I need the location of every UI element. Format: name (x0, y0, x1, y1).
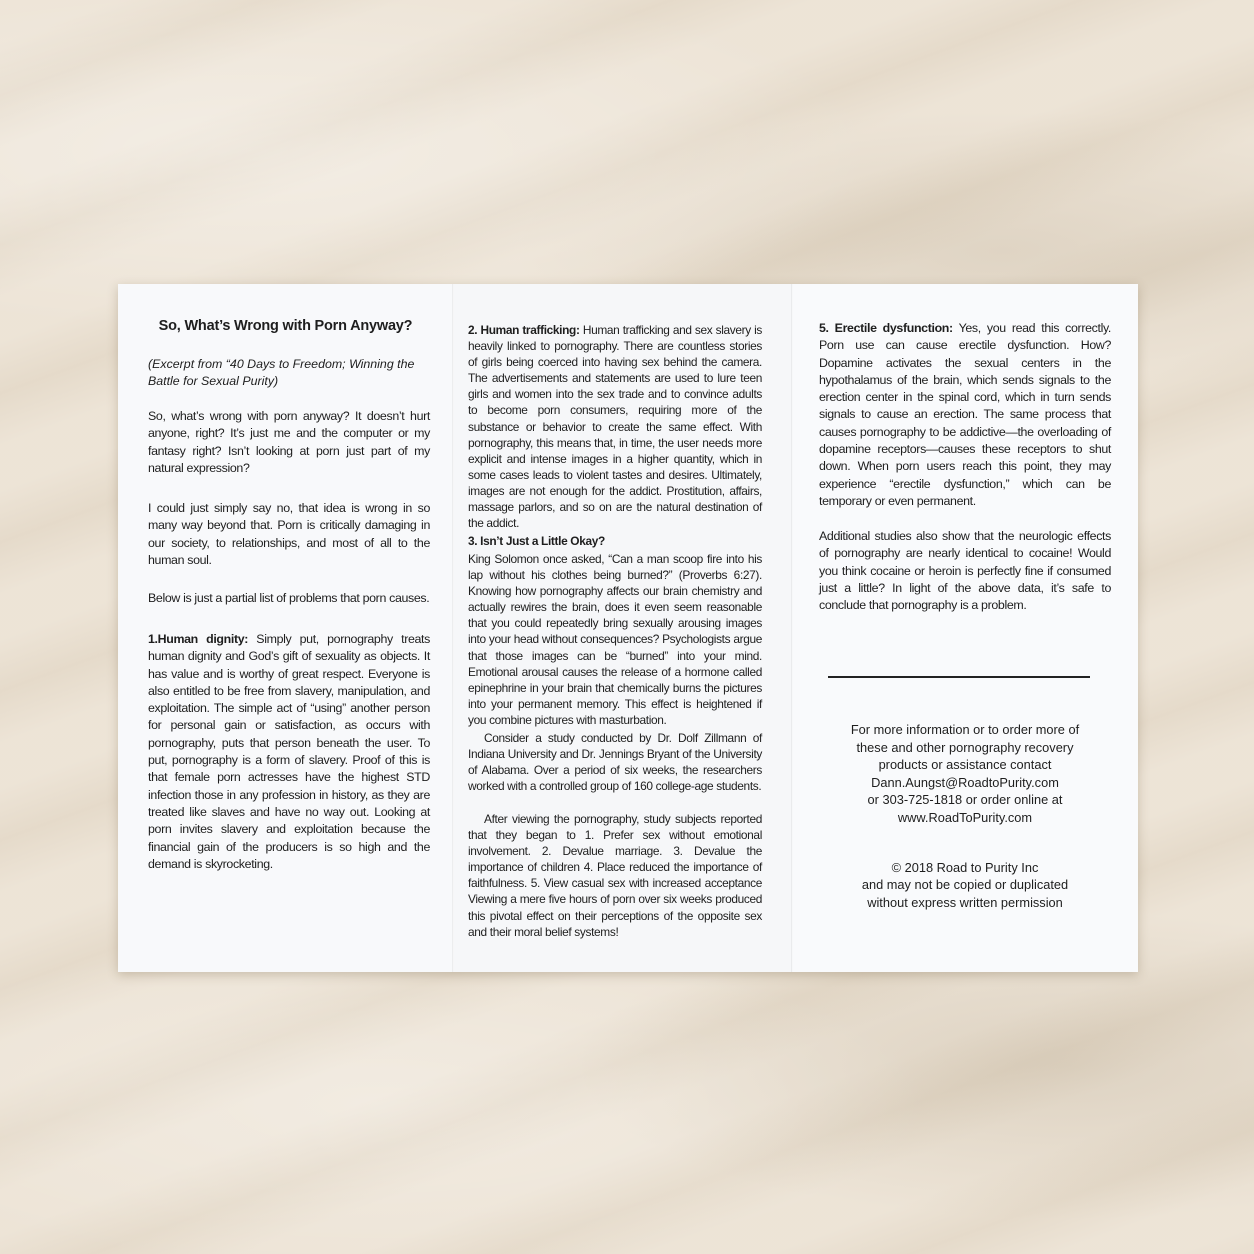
copyright-line-1: © 2018 Road to Purity Inc (891, 860, 1039, 875)
point-erectile-dysfunction-heading: 5. Erectile dysfunction: (819, 321, 953, 335)
point-human-dignity-heading: 1.Human dignity: (148, 632, 249, 646)
brochure (118, 284, 1138, 972)
brochure-panel-right (792, 284, 1138, 972)
contact-line-1: For more information or to order more of (850, 722, 1080, 737)
study-results-paragraph: After viewing the pornography, study subjects reported that they began to 1. Prefer sex without emotional involvement. 2. Devalue marriage. 3. Devalue the importance of children 4. Place reduced the importance of faithfulness. 5. View casual sex with increased acceptance Viewing a mere five hours of porn over six weeks produced this pivotal effect on their perceptions of the opposite sex and their moral belief systems! (468, 812, 762, 939)
point-little-okay-text: King Solomon once asked, “Can a man scoop fire into his lap without his clothes being burned?” (Proverbs 6:27). Knowing how pornography affects our brain chemistry and actually rewires the brain, does it even seem reasonable that you could repeatedly bring sexually arousing images into your head without consequences? Psychologists argue that those images can be “burned” into your mind. Emotional arousal causes the release of a hormone called epinephrine in your brain that chemically burns the pictures into your permanent memory. This effect is heightened if you combine pictures with masturbation. (468, 552, 762, 727)
point-erectile-dysfunction-text: Yes, you read this correctly. Porn use can cause erectile dysfunction. How? Dopamine activates the sexual centers in the hypothalamus of the brain, which sends signals to the erection center in the spinal cord, which in turn sends signals to cause an erection. The same process that causes pornography to be addictive—the overloading of dopamine receptors—causes these receptors to shut down. When porn users reach this point, they may experience “erectile dysfunction,” which can be temporary or even permanent. (819, 321, 1111, 508)
point-human-trafficking (468, 322, 762, 531)
fold-line-left (452, 284, 454, 972)
fold-line-right (791, 284, 793, 972)
brochure-title: So, What’s Wrong with Porn Anyway? (158, 318, 413, 334)
contact-line-3: products or assistance contact (878, 757, 1052, 772)
point-human-dignity (148, 631, 430, 873)
point-human-trafficking-text: Human trafficking and sex slavery is heavily linked to pornography. There are countless stories of girls being coerced into having sex behind the camera. The advertisements and statements are used to lure teen girls and women into the sex trade and to convince adults to become porn consumers, requiring more of the substance or behavior to create the same effect. With pornography, this means that, in time, the user needs more explicit and intense images in a higher quantity, which in some cases leads to violent tastes and desires. Ultimately, images are not enough for the addict. Prostitution, affairs, massage parlors, and so on are the natural destination of the addict. (468, 323, 762, 531)
copyright-line-3: without express written permission (867, 895, 1063, 910)
point-little-okay-heading: 3. Isn’t Just a Little Okay? (468, 534, 605, 548)
copyright-line-2: and may not be copied or duplicated (861, 877, 1069, 892)
list-intro-paragraph: Below is just a partial list of problems that porn causes. (148, 591, 430, 605)
point-human-trafficking-heading: 2. Human trafficking: (468, 323, 580, 337)
section-divider (828, 676, 1090, 678)
point-human-dignity-text: Simply put, pornography treats human dignity and God’s gift of sexuality as objects. It has value and is worthy of great respect. Everyone is also entitled to be free from slavery, manipulation, and exploitation. The simple act of “using” another person for personal gain or satisfaction, as occurs with pornography, puts that person beneath the user. To put, pornography is a form of slavery. Proof of this is that female porn actresses have the highest STD infection those in any profession in history, as they are treated like slaves and have no way out. Looking at porn invites slavery and exploitation because the financial gain of the producers is so high and the demand is skyrocketing. (148, 632, 430, 871)
excerpt-note: (Excerpt from “40 Days to Freedom; Winning the Battle for Sexual Purity) (148, 357, 415, 389)
study-paragraph: Consider a study conducted by Dr. Dolf Zillmann of Indiana University and Dr. Jennings Bryant of the University of Alabama. Over a period of six weeks, the researchers worked with a controlled group of 160 college-age students. (468, 731, 762, 794)
additional-studies-paragraph: Additional studies also show that the neurologic effects of pornography are nearly identical to cocaine! Would you think cocaine or heroin is perfectly fine if consumed just a little? In light of the above data, it’s safe to conclude that pornography is a problem. (819, 529, 1111, 613)
contact-email: Dann.Aungst@RoadtoPurity.com (871, 775, 1059, 790)
contact-phone: or 303-725-1818 or order online at (867, 792, 1063, 807)
point-erectile-dysfunction (819, 320, 1111, 510)
answer-paragraph: I could just simply say no, that idea is wrong in so many way beyond that. Porn is critically damaging in our society, to relationships, and most of all to the human soul. (148, 501, 430, 567)
contact-line-2: these and other pornography recovery (856, 740, 1074, 755)
contact-website: www.RoadToPurity.com (897, 810, 1033, 825)
brochure-panel-left (118, 284, 453, 972)
brochure-panel-middle (453, 284, 792, 972)
intro-paragraph: So, what’s wrong with porn anyway? It doesn’t hurt anyone, right? It’s just me and the computer or my fantasy right? Isn’t looking at porn just part of my natural expression? (148, 409, 430, 475)
